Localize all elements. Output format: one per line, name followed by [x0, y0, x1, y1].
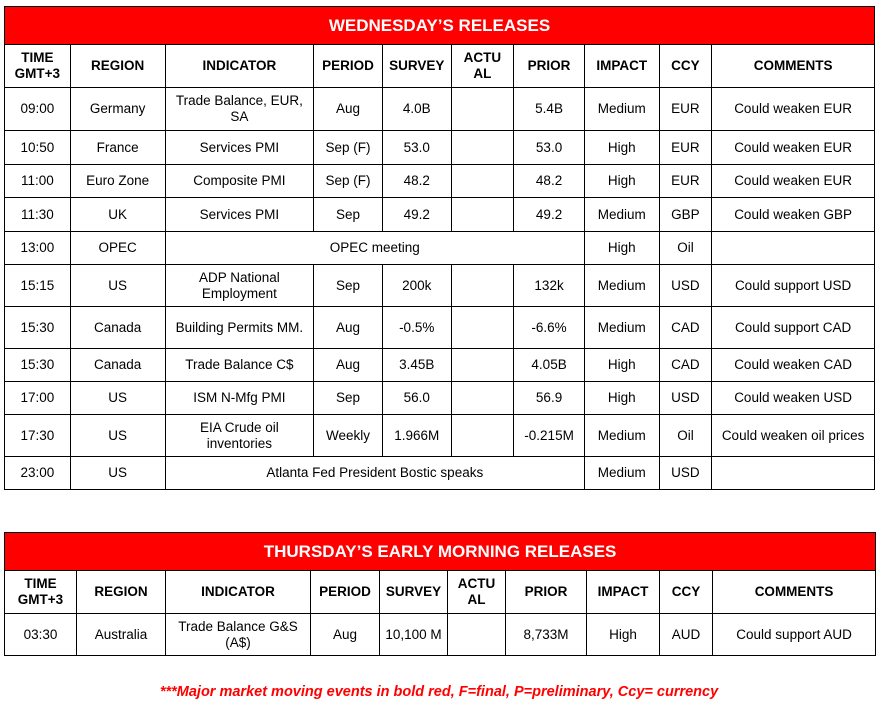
- column-header: TIME GMT+3: [5, 45, 71, 88]
- cell-impact: High: [584, 382, 659, 415]
- cell-actual: [451, 382, 514, 415]
- cell-prior: 4.05B: [514, 349, 585, 382]
- cell-time: 17:00: [5, 382, 71, 415]
- cell-indicator: EIA Crude oil inventories: [165, 415, 314, 457]
- cell-survey: 200k: [382, 265, 451, 307]
- column-header: IMPACT: [584, 45, 659, 88]
- table-row: [5, 198, 875, 232]
- cell-actual: [451, 349, 514, 382]
- wednesday-title: WEDNESDAY’S RELEASES: [5, 7, 875, 45]
- cell-comments: Could support USD: [712, 265, 875, 307]
- cell-ccy: EUR: [659, 165, 712, 198]
- cell-impact: Medium: [584, 307, 659, 349]
- column-header: COMMENTS: [712, 45, 875, 88]
- table-row: [5, 382, 875, 415]
- cell-time: 11:00: [5, 165, 71, 198]
- cell-comments: Could weaken EUR: [712, 88, 875, 131]
- column-header: REGION: [77, 571, 166, 614]
- column-header: INDICATOR: [165, 45, 314, 88]
- cell-period: Aug: [314, 349, 383, 382]
- cell-indicator: Trade Balance, EUR, SA: [165, 88, 314, 131]
- cell-actual: [451, 198, 514, 232]
- cell-comments: Could weaken CAD: [712, 349, 875, 382]
- column-header: REGION: [70, 45, 165, 88]
- table-row: [5, 165, 875, 198]
- cell-period: Aug: [314, 88, 383, 131]
- cell-region: US: [70, 382, 165, 415]
- cell-region: US: [70, 415, 165, 457]
- cell-period: Sep: [314, 382, 383, 415]
- cell-time: 15:15: [5, 265, 71, 307]
- cell-impact: High: [584, 349, 659, 382]
- cell-time: 23:00: [5, 457, 71, 490]
- cell-region: UK: [70, 198, 165, 232]
- cell-prior: 53.0: [514, 131, 585, 165]
- cell-comments: Could weaken USD: [712, 382, 875, 415]
- cell-actual: [451, 415, 514, 457]
- cell-prior: -6.6%: [514, 307, 585, 349]
- header-row: [5, 571, 876, 614]
- thursday-releases-table: [4, 532, 876, 656]
- cell-comments: Could support CAD: [712, 307, 875, 349]
- cell-actual: [451, 88, 514, 131]
- table-row: [5, 131, 875, 165]
- cell-indicator: Building Permits MM.: [165, 307, 314, 349]
- cell-actual: [451, 265, 514, 307]
- table-row: [5, 349, 875, 382]
- cell-impact: High: [584, 131, 659, 165]
- cell-impact: High: [587, 614, 660, 656]
- cell-indicator: Trade Balance C$: [165, 349, 314, 382]
- cell-indicator: ISM N-Mfg PMI: [165, 382, 314, 415]
- footnote: ***Major market moving events in bold red, F=final, P=preliminary, Ccy= currency: [159, 684, 719, 700]
- cell-region: Canada: [70, 307, 165, 349]
- cell-indicator: Trade Balance G&S (A$): [166, 614, 311, 656]
- column-header: IMPACT: [587, 571, 660, 614]
- column-header: SURVEY: [380, 571, 448, 614]
- column-header: TIME GMT+3: [5, 571, 77, 614]
- cell-impact: High: [584, 232, 659, 265]
- thursday-title: THURSDAY’S EARLY MORNING RELEASES: [5, 533, 876, 571]
- column-header: SURVEY: [382, 45, 451, 88]
- cell-period: Sep (F): [314, 165, 383, 198]
- column-header: PRIOR: [506, 571, 587, 614]
- cell-merged: Atlanta Fed President Bostic speaks: [165, 457, 584, 490]
- cell-time: 15:30: [5, 307, 71, 349]
- cell-region: Australia: [77, 614, 166, 656]
- column-header: COMMENTS: [713, 571, 876, 614]
- cell-prior: 48.2: [514, 165, 585, 198]
- cell-ccy: GBP: [659, 198, 712, 232]
- cell-survey: 4.0B: [382, 88, 451, 131]
- cell-actual: [451, 307, 514, 349]
- cell-survey: 53.0: [382, 131, 451, 165]
- cell-region: US: [70, 265, 165, 307]
- cell-region: Canada: [70, 349, 165, 382]
- cell-comments: [712, 457, 875, 490]
- cell-comments: Could weaken EUR: [712, 131, 875, 165]
- cell-ccy: CAD: [659, 349, 712, 382]
- column-header: PRIOR: [514, 45, 585, 88]
- cell-impact: Medium: [584, 457, 659, 490]
- cell-impact: Medium: [584, 198, 659, 232]
- cell-period: Aug: [314, 307, 383, 349]
- cell-period: Sep: [314, 265, 383, 307]
- cell-time: 03:30: [5, 614, 77, 656]
- cell-impact: High: [584, 165, 659, 198]
- column-header: CCY: [659, 45, 712, 88]
- cell-actual: [448, 614, 506, 656]
- cell-region: France: [70, 131, 165, 165]
- cell-period: Sep (F): [314, 131, 383, 165]
- cell-time: 15:30: [5, 349, 71, 382]
- cell-survey: -0.5%: [382, 307, 451, 349]
- cell-ccy: Oil: [659, 232, 712, 265]
- cell-comments: Could weaken oil prices: [712, 415, 875, 457]
- cell-indicator: Composite PMI: [165, 165, 314, 198]
- cell-indicator: Services PMI: [165, 131, 314, 165]
- wednesday-releases-table: [4, 6, 875, 490]
- cell-ccy: USD: [659, 382, 712, 415]
- cell-ccy: USD: [659, 457, 712, 490]
- cell-survey: 1.966M: [382, 415, 451, 457]
- cell-region: Germany: [70, 88, 165, 131]
- table-row: [5, 614, 876, 656]
- table-row: [5, 232, 875, 265]
- cell-survey: 10,100 M: [380, 614, 448, 656]
- cell-impact: Medium: [584, 415, 659, 457]
- column-header: PERIOD: [314, 45, 383, 88]
- cell-comments: Could weaken EUR: [712, 165, 875, 198]
- table-row: [5, 265, 875, 307]
- table-row: [5, 457, 875, 490]
- cell-survey: 3.45B: [382, 349, 451, 382]
- cell-time: 17:30: [5, 415, 71, 457]
- cell-merged: OPEC meeting: [165, 232, 584, 265]
- cell-ccy: USD: [659, 265, 712, 307]
- column-header: CCY: [660, 571, 713, 614]
- cell-period: Weekly: [314, 415, 383, 457]
- cell-comments: [712, 232, 875, 265]
- cell-indicator: Services PMI: [165, 198, 314, 232]
- cell-comments: Could support AUD: [713, 614, 876, 656]
- cell-ccy: CAD: [659, 307, 712, 349]
- cell-time: 10:50: [5, 131, 71, 165]
- column-header: INDICATOR: [166, 571, 311, 614]
- cell-prior: -0.215M: [514, 415, 585, 457]
- cell-region: OPEC: [70, 232, 165, 265]
- cell-survey: 49.2: [382, 198, 451, 232]
- cell-prior: 49.2: [514, 198, 585, 232]
- cell-time: 11:30: [5, 198, 71, 232]
- header-row: [5, 45, 875, 88]
- cell-period: Aug: [311, 614, 380, 656]
- cell-survey: 48.2: [382, 165, 451, 198]
- cell-region: Euro Zone: [70, 165, 165, 198]
- cell-ccy: EUR: [659, 88, 712, 131]
- cell-prior: 56.9: [514, 382, 585, 415]
- cell-indicator: ADP National Employment: [165, 265, 314, 307]
- cell-region: US: [70, 457, 165, 490]
- cell-time: 13:00: [5, 232, 71, 265]
- cell-survey: 56.0: [382, 382, 451, 415]
- cell-prior: 132k: [514, 265, 585, 307]
- cell-ccy: EUR: [659, 131, 712, 165]
- cell-comments: Could weaken GBP: [712, 198, 875, 232]
- cell-impact: Medium: [584, 88, 659, 131]
- cell-prior: 5.4B: [514, 88, 585, 131]
- cell-ccy: AUD: [660, 614, 713, 656]
- cell-actual: [451, 165, 514, 198]
- column-header: ACTU AL: [448, 571, 506, 614]
- cell-time: 09:00: [5, 88, 71, 131]
- cell-period: Sep: [314, 198, 383, 232]
- cell-impact: Medium: [584, 265, 659, 307]
- column-header: PERIOD: [311, 571, 380, 614]
- cell-ccy: Oil: [659, 415, 712, 457]
- table-row: [5, 415, 875, 457]
- table-row: [5, 307, 875, 349]
- cell-actual: [451, 131, 514, 165]
- column-header: ACTU AL: [451, 45, 514, 88]
- cell-prior: 8,733M: [506, 614, 587, 656]
- table-row: [5, 88, 875, 131]
